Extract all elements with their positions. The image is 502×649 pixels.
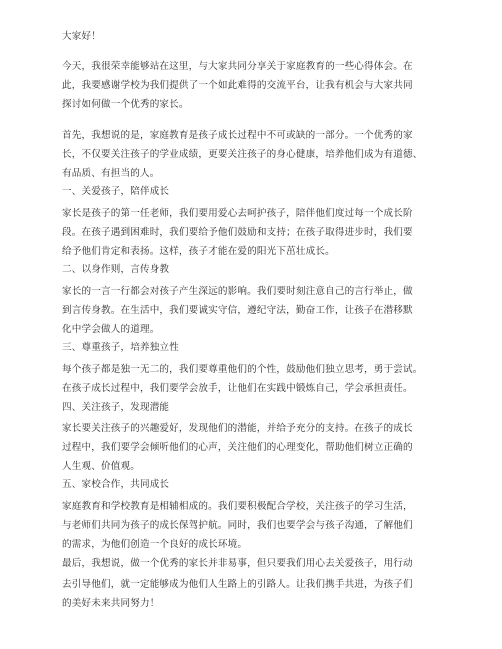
paragraph-line: 过程中，我们要学会倾听他们的心声，关注他们的心理变化，帮助他们树立正确的 [62,442,413,453]
section-heading: 一、关爱孩子，陪伴成长 [62,186,170,197]
paragraph-line: 家庭教育和学校教育是相辅相成的。我们要积极配合学校，关注孩子的学习生活， [62,501,413,512]
paragraph-line: 化中学会做人的道理。 [62,324,160,335]
paragraph-line: 今天，我很荣幸能够站在这里，与大家共同分享关于家庭教育的一些心得体会。在 [62,61,413,72]
section-heading: 三、尊重孩子，培养独立性 [62,342,179,353]
paragraph-line: 的需求，为他们创造一个良好的成长环境。 [62,539,248,550]
section-heading: 四、关注孩子，发现潜能 [62,402,170,413]
paragraph-line: 段。在孩子遇到困难时，我们要给予他们鼓励和支持；在孩子取得进步时，我们要 [62,227,413,238]
paragraph-line: 给予他们肯定和表扬。这样，孩子才能在爱的阳光下茁壮成长。 [62,246,335,257]
paragraph-line: 人生观、价值观。 [62,461,140,472]
paragraph-line: 每个孩子都是独一无二的，我们要尊重他们的个性，鼓励他们独立思考，勇于尝试。 [62,364,423,375]
section-heading: 二、以身作则，言传身教 [62,264,170,275]
paragraph-line: 在孩子成长过程中，我们要学会放手，让他们在实践中锻炼自己，学会承担责任。 [62,383,413,394]
paragraph-line: 家长要关注孩子的兴趣爱好，发现他们的潜能，并给予充分的支持。在孩子的成长 [62,423,413,434]
paragraph-line: 最后，我想说，做一个优秀的家长并非易事，但只要我们用心去关爱孩子，用行动 [62,558,413,569]
paragraph-line: 去引导他们，就一定能够成为他们人生路上的引路人。让我们携手共进，为孩子们 [62,579,413,590]
greeting: 大家好！ [62,31,101,42]
paragraph-line: 家长是孩子的第一任老师，我们要用爱心去呵护孩子，陪伴他们度过每一个成长阶 [62,208,413,219]
paragraph-line: 此，我要感谢学校为我们提供了一个如此难得的交流平台，让我有机会与大家共同 [62,80,413,91]
paragraph-line: 家长的一言一行都会对孩子产生深远的影响。我们要时刻注意自己的言行举止，做 [62,286,413,297]
paragraph-line: 有品质、有担当的人。 [62,168,160,179]
section-heading: 五、家校合作，共同成长 [62,479,170,490]
paragraph-line: 长，不仅要关注孩子的学业成绩，更要关注孩子的身心健康，培养他们成为有道德、 [62,149,423,160]
paragraph-line: 与老师们共同为孩子的成长保驾护航。同时，我们也要学会与孩子沟通，了解他们 [62,520,413,531]
paragraph-line: 到言传身教。在生活中，我们要诚实守信，遵纪守法，勤奋工作，让孩子在潜移默 [62,305,413,316]
paragraph-line: 探讨如何做一个优秀的家长。 [62,99,189,110]
paragraph-line: 首先，我想说的是，家庭教育是孩子成长过程中不可或缺的一部分。一个优秀的家 [62,130,413,141]
paragraph-line: 的美好未来共同努力！ [62,598,160,609]
